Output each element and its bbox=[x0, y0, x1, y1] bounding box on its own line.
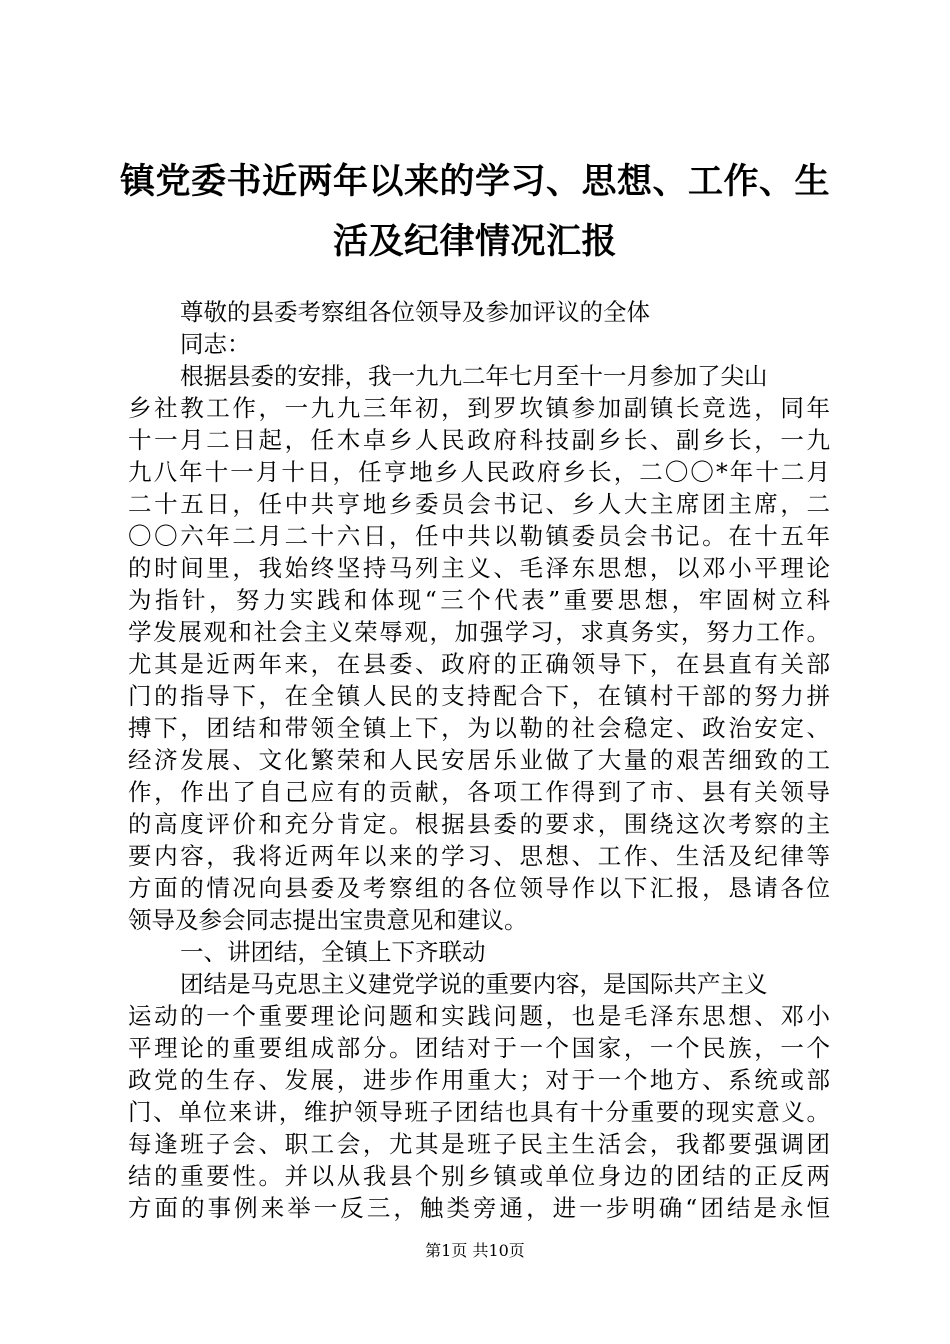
paragraph-line: 运动的一个重要理论问题和实践问题，也是毛泽东思想、邓小 bbox=[128, 1002, 830, 1030]
section-heading: 一、讲团结，全镇上下齐联动 bbox=[180, 938, 486, 966]
document-title-line-1: 镇党委书近两年以来的学习、思想、工作、生 bbox=[119, 161, 830, 202]
paragraph-line: 方面的情况向县委及考察组的各位领导作以下汇报，恳请各位 bbox=[128, 874, 830, 902]
paragraph-line: 平理论的重要组成部分。团结对于一个国家，一个民族，一个 bbox=[128, 1034, 830, 1062]
paragraph-line: 搏下，团结和带领全镇上下，为以勒的社会稳定、政治安定、 bbox=[128, 714, 830, 742]
paragraph-line: 根据县委的安排，我一九九二年七月至十一月参加了尖山 bbox=[180, 362, 768, 390]
paragraph-line: 门的指导下，在全镇人民的支持配合下，在镇村干部的努力拼 bbox=[128, 682, 830, 710]
paragraph-line: 作，作出了自己应有的贡献，各项工作得到了市、县有关领导 bbox=[128, 778, 830, 806]
paragraph-line: 每逢班子会、职工会，尤其是班子民主生活会，我都要强调团 bbox=[128, 1130, 830, 1158]
paragraph-line: 尤其是近两年来，在县委、政府的正确领导下，在县直有关部 bbox=[128, 650, 830, 678]
paragraph-line: 〇〇六年二月二十六日，任中共以勒镇委员会书记。在十五年 bbox=[128, 522, 830, 550]
document-title-line-2: 活及纪律情况汇报 bbox=[332, 221, 617, 262]
paragraph-line: 领导及参会同志提出宝贵意见和建议。 bbox=[128, 906, 528, 934]
paragraph-line: 政党的生存、发展，进步作用重大；对于一个地方、系统或部 bbox=[128, 1066, 830, 1094]
paragraph-line: 二十五日，任中共亨地乡委员会书记、乡人大主席团主席，二 bbox=[128, 490, 830, 518]
paragraph-line: 要内容，我将近两年以来的学习、思想、工作、生活及纪律等 bbox=[128, 842, 830, 870]
paragraph-line: 经济发展、文化繁荣和人民安居乐业做了大量的艰苦细致的工 bbox=[128, 746, 830, 774]
salutation-line-1: 尊敬的县委考察组各位领导及参加评议的全体 bbox=[180, 298, 650, 326]
salutation-line-2: 同志： bbox=[180, 330, 251, 358]
paragraph-line: 学发展观和社会主义荣辱观，加强学习，求真务实，努力工作。 bbox=[128, 618, 830, 646]
paragraph-line: 乡社教工作，一九九三年初，到罗坎镇参加副镇长竞选，同年 bbox=[128, 394, 830, 422]
paragraph-line: 团结是马克思主义建党学说的重要内容，是国际共产主义 bbox=[180, 970, 768, 998]
paragraph-line: 的时间里，我始终坚持马列主义、毛泽东思想，以邓小平理论 bbox=[128, 554, 830, 582]
page-number-footer: 第1页 共10页 bbox=[425, 1241, 525, 1260]
paragraph-line: 结的重要性。并以从我县个别乡镇或单位身边的团结的正反两 bbox=[128, 1162, 830, 1190]
paragraph-line: 为指针，努力实践和体现“三个代表”重要思想，牢固树立科 bbox=[128, 586, 830, 614]
paragraph-line: 十一月二日起，任木卓乡人民政府科技副乡长、副乡长，一九 bbox=[128, 426, 830, 454]
paragraph-line: 的高度评价和充分肯定。根据县委的要求，围绕这次考察的主 bbox=[128, 810, 830, 838]
paragraph-line: 门、单位来讲，维护领导班子团结也具有十分重要的现实意义。 bbox=[128, 1098, 830, 1126]
paragraph-line: 方面的事例来举一反三，触类旁通，进一步明确“团结是永恒 bbox=[128, 1194, 830, 1222]
paragraph-line: 九八年十一月十日，任亨地乡人民政府乡长，二〇〇*年十二月 bbox=[128, 458, 830, 486]
